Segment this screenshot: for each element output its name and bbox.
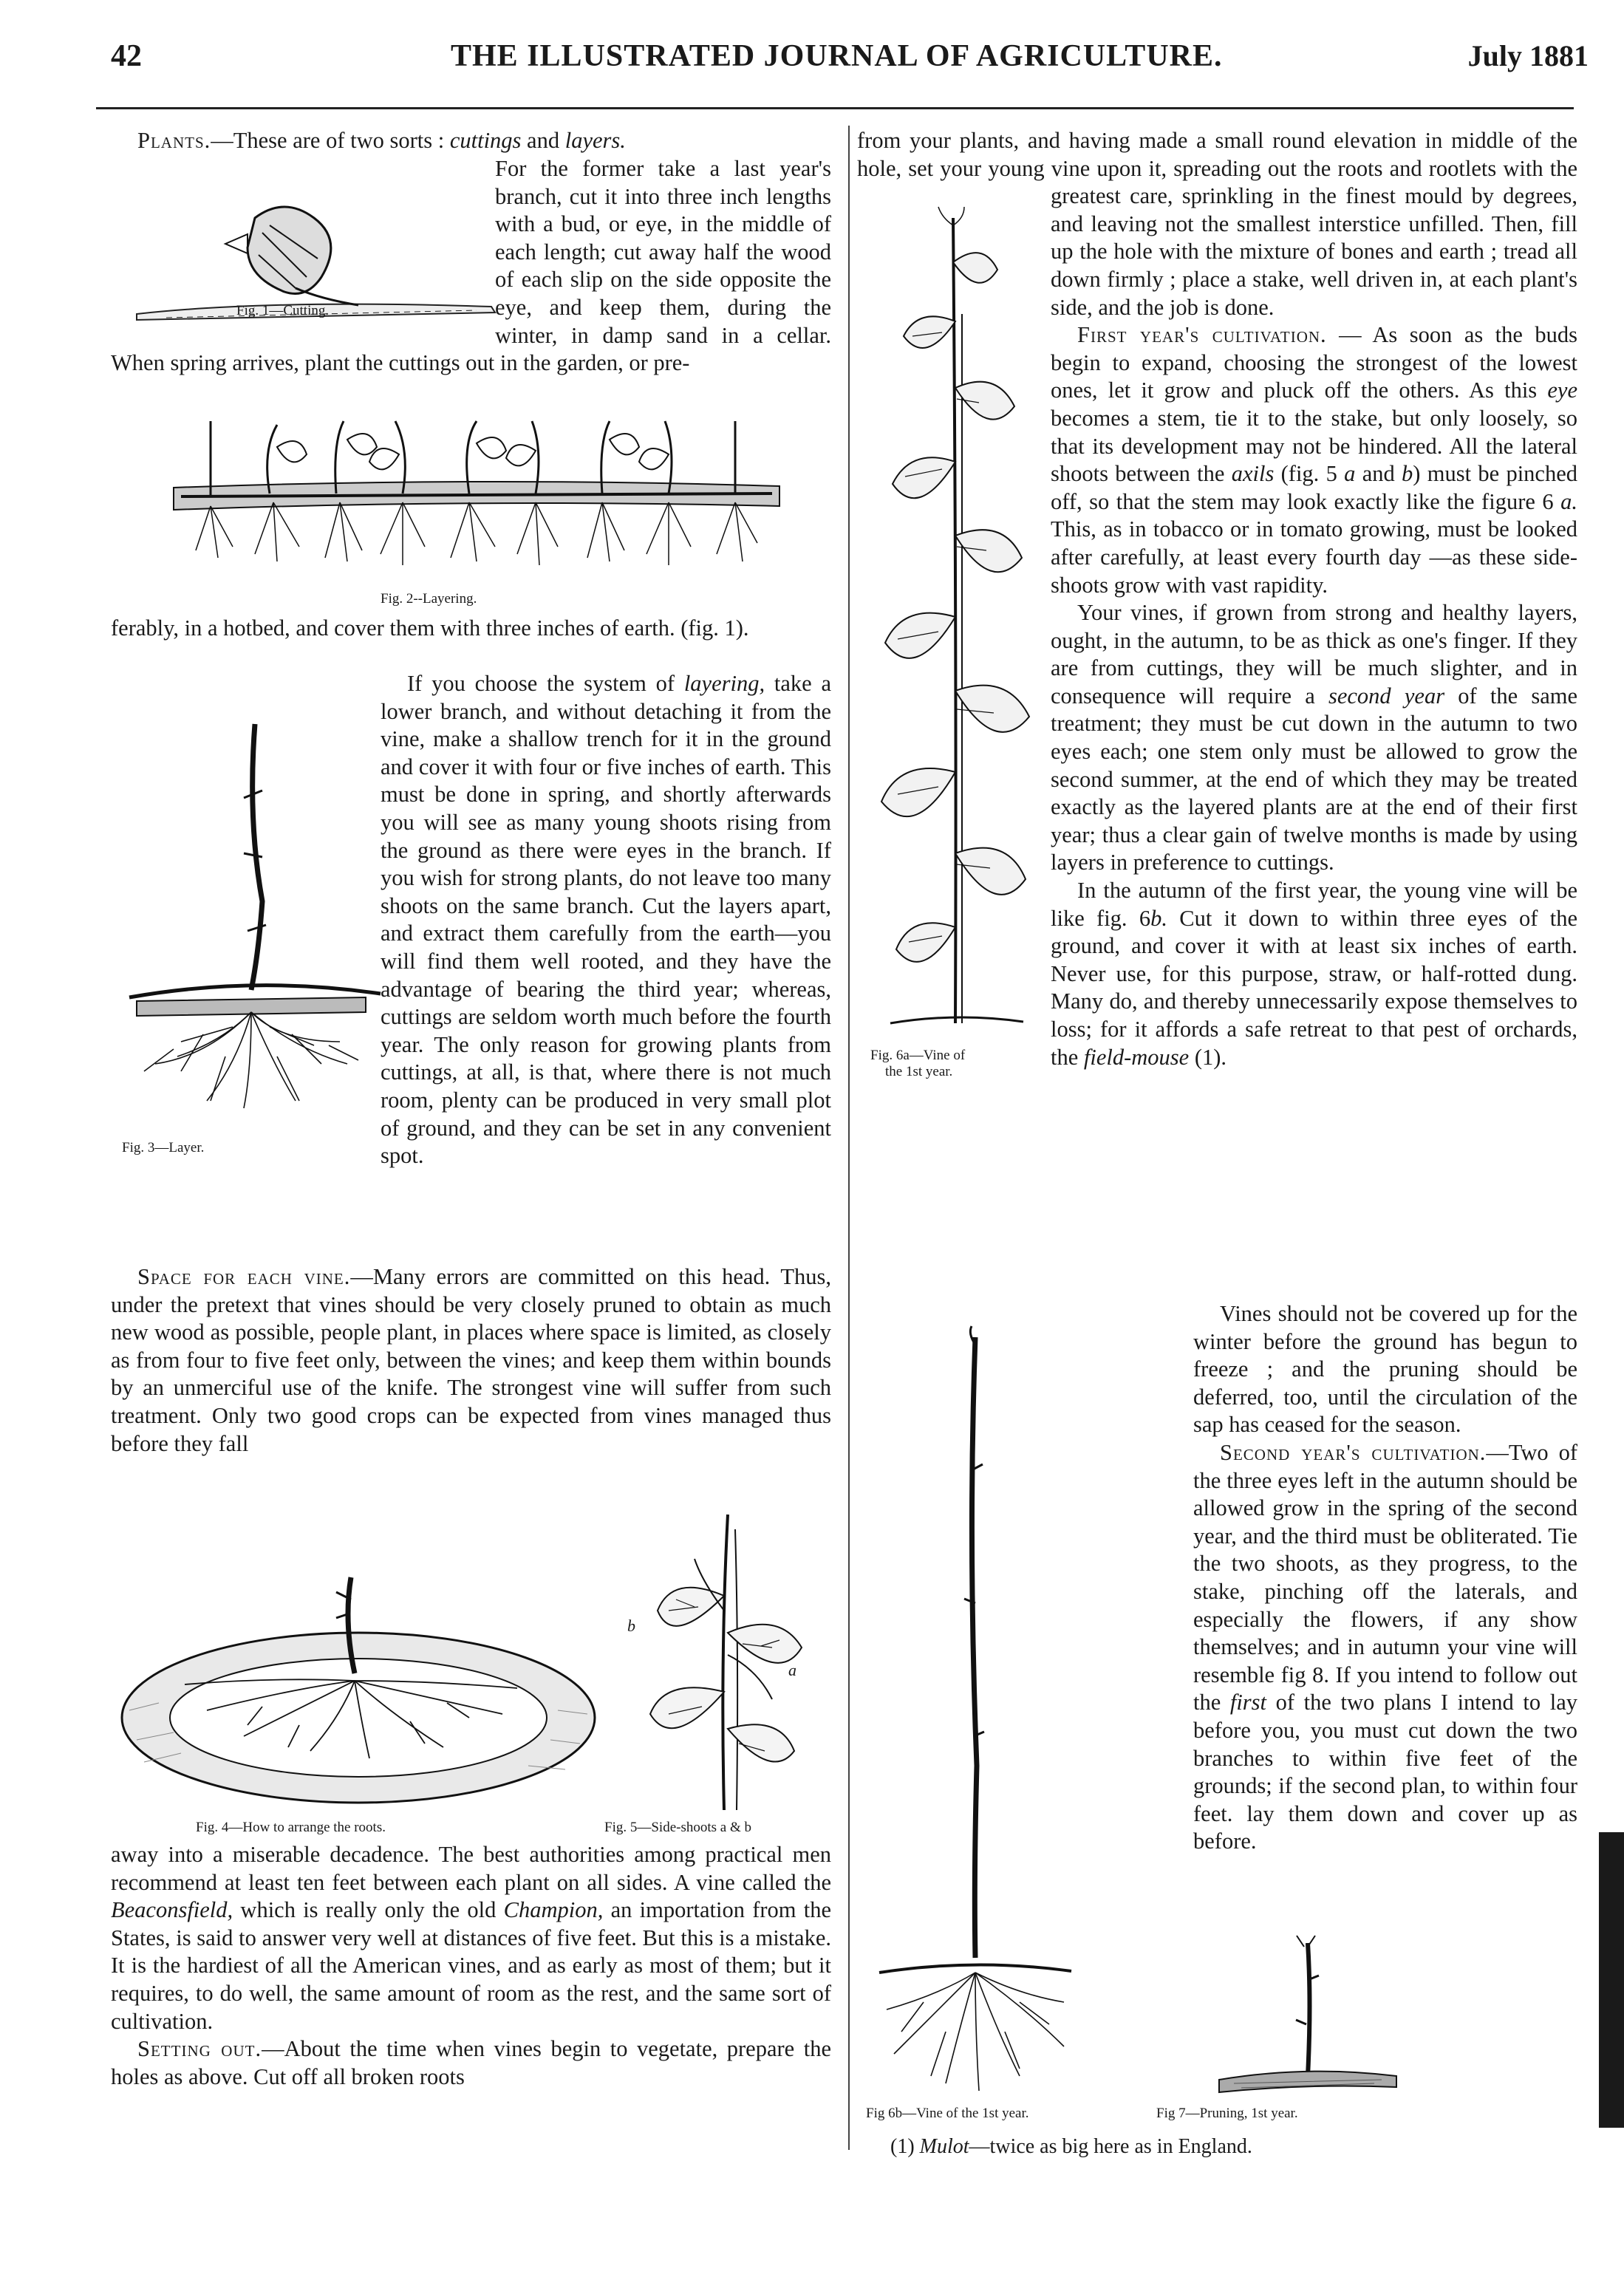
figure-4-caption: Fig. 4—How to arrange the roots. bbox=[196, 1820, 386, 1835]
scan-edge bbox=[1599, 1832, 1624, 2128]
issue-date: July 1881 bbox=[1467, 39, 1589, 72]
figure-1-caption: Fig. 1—Cutting. bbox=[236, 303, 330, 318]
figure-6b-vine bbox=[864, 1322, 1079, 2098]
header-rule bbox=[96, 107, 1574, 109]
second-year-heading: Second year's cultivation. bbox=[1220, 1439, 1487, 1465]
column-rule bbox=[848, 126, 850, 2150]
figure-6a-caption-line1: Fig. 6a—Vine of bbox=[870, 1048, 966, 1063]
plants-paragraph-body: For the former take a last year's branch, cut it into three inch lengths with a bud, or eye, in the middle of each length; cut away half the wood of each slip on the side opposite the eye, and keep them, during the winter, in damp sand in a cellar. When spring arrives, plant the cuttings out in the garden, or pre- bbox=[111, 156, 831, 376]
right-column-upper: from your plants, and having made a small round elevation in middle of the hole, set your young vine upon it, spreading out the roots and rootlets with the greatest care, sprinkling in the finest mould by degrees, and leaving not the smallest interstice unfilled. Then, fill up the hole with the mixture of bones and earth ; tread all down firmly ; place a stake, well driven in, at each plant's side, and the job is done. First year's cultivation. — As soon as the buds begin to expand, choosing the strongest of the lowest ones, let it grow and pluck off the others. As this eye becomes a stem, tie it to the stake, but only loosely, so that its development may not be hindered. All the lateral shoots between the axils (fig. 5 a and b) must be pinched off, so that the stem may look exactly like the figure 6 a. This, as in tobacco or in tomato growing, must be looked after carefully, at least every fourth day —as these side-shoots grow with vast rapidity. Your vines, if grown from strong and healthy layers, ought, in the autumn, to be as thick as one's finger. If they are from cuttings, they will be much slighter, and in consequence will require a second year of the same treatment; they must be cut down in the autumn to two eyes each; one stem only must be allowed to grow the second summer, at the end of which they may be treated exactly as the layered plants are at the end of their first year; thus a clear gain of twelve months is made by using layers in preference to cuttings. In the autumn of the first year, the young vine will be like fig. 6b. Cut it down to within three eyes of the ground, and cover it with at least six inches of earth. Never use, for this purpose, straw, or half-rotted dung. Many do, and thereby unnecessarily expose themselves to loss; for it affords a safe retreat to that pest of orchards, the field-mouse (1). bbox=[857, 128, 1578, 1070]
figure-3-layer bbox=[115, 709, 388, 1123]
layering-paragraph: If you choose the system of layering, take a lower branch, and without detaching it from the vine, make a shallow trench for it in the ground and cover it with four or five inches of earth. This must be done in spring, and shortly afterwards you will see as many young shoots rising from the ground as there were eyes in the branch. If you wish for strong plants, do not leave too many shoots on the same branch. Cut the layers apart, and extract them carefully from the earth—you will find them well rooted, and they have the advantage of bearing the third year; whereas, cuttings are seldom worth much before the fourth year. The only reason for growing plants from cuttings, at all, is that, where there is not much room, plenty can be produced in very small plot of ground, and they can be set in any convenient spot. bbox=[381, 671, 831, 1169]
right-column-lower: Vines should not be covered up for the winter before the ground has begun to freeze ; and the pruning should be deferred, too, until the circulation of the sap has ceased for the season. Second year's cultivation.—Two of the three eyes left in the autumn should be allowed grow in the spring of the second year, and the third must be obliterated. Tie the two shoots, as they progress, to the stake, pinching off the laterals, and especially the flowers, if any show themselves; and in autumn your vine will resemble fig 8. If you intend to follow out the first of the two plans I intend to lay before you, you must cut down the two branches to within five feet of the grounds; if the second plan, to within four feet. lay them down and cover up as before. bbox=[1193, 1301, 1577, 1854]
figure-7-caption: Fig 7—Pruning, 1st year. bbox=[1156, 2106, 1298, 2121]
figure-2-layering bbox=[166, 406, 787, 591]
figure-4-roots bbox=[115, 1563, 602, 1814]
figure-6a-vine bbox=[861, 203, 1049, 1045]
figure-3-caption: Fig. 3—Layer. bbox=[122, 1140, 205, 1155]
figure-7-pruning bbox=[1212, 1928, 1404, 2106]
figure-6a-caption-line2: the 1st year. bbox=[885, 1064, 953, 1079]
figure-6b-caption: Fig 6b—Vine of the 1st year. bbox=[866, 2106, 1029, 2121]
plants-paragraph-top: Plants.—These are of two sorts : cuttings and layers. bbox=[137, 128, 626, 153]
figure-2-caption: Fig. 2--Layering. bbox=[381, 591, 477, 607]
space-paragraph: Space for each vine.—Many errors are committed on this head. Thus, under the pretext that vines should be very closely pruned to obtain as much new wood as possible, people plant, in places where space is limited, as closely as from four to five feet only, between the vines; and keep them within bounds by an unmerciful use of the knife. The strongest vine will suffer from such treatment. Only two good crops can be expected from vines managed thus before they fall bbox=[111, 1264, 831, 1456]
plants-heading: Plants. bbox=[137, 128, 211, 153]
plants-paragraph-end: ferably, in a hotbed, and cover them with three inches of earth. (fig. 1). bbox=[111, 615, 749, 641]
figure-5-label-a: a bbox=[788, 1661, 796, 1679]
footnote: (1) Mulot—twice as big here as in England. bbox=[890, 2135, 1252, 2158]
page-number: 42 bbox=[111, 39, 142, 73]
figure-5-caption: Fig. 5—Side-shoots a & b bbox=[604, 1820, 751, 1835]
figure-5-side-shoots bbox=[624, 1507, 816, 1814]
first-year-heading: First year's cultivation. bbox=[1077, 322, 1327, 348]
journal-title: THE ILLUSTRATED JOURNAL OF AGRICULTURE. bbox=[451, 39, 1223, 73]
space-heading: Space for each vine. bbox=[137, 1264, 351, 1289]
space-paragraph-cont: away into a miserable decadence. The best authorities among practical men recommend at least ten feet between each plant on all sides. A vine called the Beaconsfield, which is really only the old Champion, an importation from the States, is said to answer very well at distances of five feet. But this is a mistake. It is the hardiest of all the American vines, and as early as most of them; but it requires, to do well, the same amount of room as the rest, and the same sort of cultivation. Setting out.—About the time when vines begin to vegetate, prepare the holes as above. Cut off all broken roots bbox=[111, 1842, 831, 2089]
figure-5-label-b: b bbox=[627, 1616, 635, 1635]
setting-out-heading: Setting out. bbox=[137, 2036, 262, 2062]
page-header bbox=[111, 38, 1589, 83]
